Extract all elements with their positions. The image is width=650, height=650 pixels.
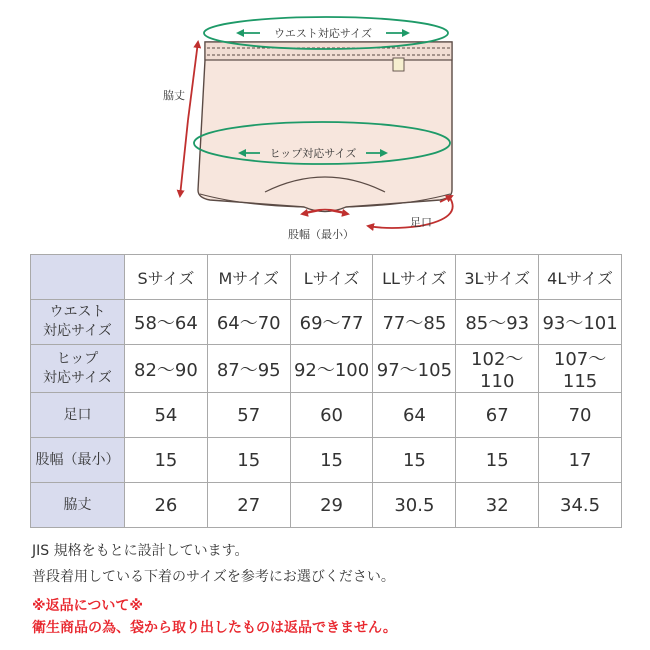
- row-label-line: ヒップ: [56, 350, 99, 367]
- table-cell: 102〜110: [456, 345, 539, 393]
- table-cell: 15: [456, 438, 539, 483]
- column-header-m: Mサイズ: [207, 255, 290, 300]
- column-header-l: Lサイズ: [290, 255, 373, 300]
- table-cell: 27: [207, 483, 290, 528]
- table-cell: 93〜101: [539, 300, 622, 345]
- table-cell: 17: [539, 438, 622, 483]
- table-row-leg-opening: [31, 393, 622, 438]
- table-cell: 54: [125, 393, 208, 438]
- table-cell: 32: [456, 483, 539, 528]
- table-cell: 34.5: [539, 483, 622, 528]
- table-cell: 87〜95: [207, 345, 290, 393]
- waist-label: ウエスト対応サイズ: [273, 27, 373, 40]
- row-label-line: ウエスト: [49, 304, 106, 320]
- leg-opening-label: 足口: [410, 216, 432, 229]
- side-length-label: 脇丈: [163, 89, 185, 102]
- table-cell: 107〜115: [539, 345, 622, 393]
- column-header-3l: 3Lサイズ: [456, 255, 539, 300]
- table-row-waist: [31, 300, 622, 345]
- row-label-leg-opening: 足口: [31, 393, 125, 438]
- row-label-line: 対応サイズ: [43, 369, 112, 386]
- column-header-ll: LLサイズ: [373, 255, 456, 300]
- size-table-header-row: [31, 255, 622, 300]
- note-return-policy: 衛生商品の為、袋から取り出したものは返品できません。: [32, 620, 397, 636]
- row-label-side-length: 脇丈: [31, 483, 125, 528]
- table-cell: 30.5: [373, 483, 456, 528]
- column-header-s: Sサイズ: [125, 255, 208, 300]
- side-length-arrow-up: [188, 42, 198, 120]
- table-cell: 15: [373, 438, 456, 483]
- row-label-crotch-width: 股幅（最小）: [31, 438, 125, 483]
- table-cell: 29: [290, 483, 373, 528]
- table-corner-cell: [31, 255, 125, 300]
- table-cell: 70: [539, 393, 622, 438]
- table-cell: 57: [207, 393, 290, 438]
- table-cell: 15: [290, 438, 373, 483]
- row-label-hip: [31, 345, 125, 393]
- table-cell: 60: [290, 393, 373, 438]
- row-label-line: 対応サイズ: [43, 323, 112, 339]
- size-table: [30, 254, 622, 528]
- table-cell: 67: [456, 393, 539, 438]
- table-cell: 58〜64: [125, 300, 208, 345]
- table-row-hip: [31, 345, 622, 393]
- table-cell: 26: [125, 483, 208, 528]
- table-cell: 64〜70: [207, 300, 290, 345]
- table-cell: 69〜77: [290, 300, 373, 345]
- hip-label: ヒップ対応サイズ: [269, 147, 357, 160]
- crotch-width-label: 股幅（最小）: [288, 228, 354, 241]
- note-size-advice: 普段着用している下着のサイズを参考にお選びください。: [32, 569, 395, 585]
- note-return-heading: ※返品について※: [32, 598, 143, 614]
- table-cell: 15: [207, 438, 290, 483]
- table-cell: 64: [373, 393, 456, 438]
- table-cell: 85〜93: [456, 300, 539, 345]
- table-cell: 15: [125, 438, 208, 483]
- table-cell: 77〜85: [373, 300, 456, 345]
- note-jis-standard: JIS 規格をもとに設計しています。: [32, 543, 249, 559]
- table-cell: 82〜90: [125, 345, 208, 393]
- table-row-side-length: [31, 483, 622, 528]
- table-cell: 97〜105: [373, 345, 456, 393]
- underwear-size-diagram: [0, 0, 650, 250]
- side-length-arrow-down: [180, 120, 188, 196]
- table-cell: 92〜100: [290, 345, 373, 393]
- table-row-crotch-width: [31, 438, 622, 483]
- column-header-4l: 4Lサイズ: [539, 255, 622, 300]
- row-label-waist: [31, 300, 125, 345]
- garment-tag: [393, 58, 404, 71]
